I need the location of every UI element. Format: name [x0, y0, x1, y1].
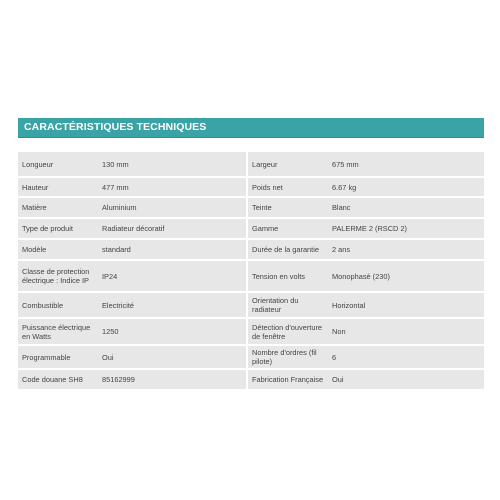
table-row: [18, 240, 484, 261]
spec-label: Largeur: [252, 159, 278, 169]
section-header: [18, 118, 484, 138]
section-title: CARACTÉRISTIQUES TECHNIQUES: [24, 121, 207, 133]
spec-label: Puissance électrique en Watts: [22, 322, 91, 341]
spec-label: Programmable: [22, 352, 71, 362]
table-row: [18, 319, 484, 346]
spec-value: Blanc: [332, 203, 351, 212]
spec-value: Non: [332, 327, 346, 336]
spec-value: Horizontal: [332, 300, 366, 310]
spec-value: Aluminium: [98, 198, 248, 217]
spec-label: Nombre d'ordres (fil pilote): [252, 348, 317, 366]
spec-value: 6: [332, 352, 337, 362]
spec-label: Orientation du radiateur: [252, 296, 299, 314]
spec-label: Tension en volts: [252, 271, 305, 281]
spec-label: Code douane SH8: [22, 375, 83, 384]
spec-label: Hauteur: [22, 182, 49, 192]
spec-label: Teinte: [252, 203, 272, 212]
spec-value: standard: [98, 240, 248, 259]
spec-label: Gamme: [252, 224, 279, 233]
spec-value: 85162999: [98, 370, 248, 389]
spec-value: Electricité: [98, 293, 248, 317]
spec-label: Classe de protection électrique : Indice IP: [22, 267, 90, 285]
spec-label: Type de produit: [22, 224, 73, 233]
table-row: [18, 152, 484, 178]
spec-value: Radiateur décoratif: [98, 219, 248, 238]
specs-table: [18, 151, 484, 391]
spec-value: Oui: [332, 375, 344, 384]
spec-label: Détection d'ouverture de fenêtre: [252, 322, 323, 341]
spec-value: Oui: [98, 346, 248, 368]
spec-label: Matière: [22, 203, 47, 212]
spec-value: 130 mm: [98, 152, 248, 176]
spec-value: 1250: [98, 319, 248, 344]
spec-value: 2 ans: [332, 245, 351, 254]
table-row: [18, 261, 484, 293]
spec-value: IP24: [98, 261, 248, 291]
spec-label: Durée de la garantie: [252, 245, 319, 254]
table-row: [18, 370, 484, 391]
table-row: [18, 219, 484, 240]
spec-label: Longueur: [22, 159, 54, 169]
spec-value: PALERME 2 (RSCD 2): [332, 224, 408, 233]
table-row: [18, 178, 484, 198]
table-row: [18, 198, 484, 219]
spec-label: Combustible: [22, 300, 64, 310]
spec-label: Fabrication Française: [252, 375, 324, 384]
spec-label: Modèle: [22, 245, 47, 254]
spec-value: 6.67 kg: [332, 182, 357, 192]
table-row: [18, 293, 484, 319]
table-row: [18, 346, 484, 370]
spec-value: Monophasé (230): [332, 271, 390, 281]
spec-label: Poids net: [252, 182, 283, 192]
spec-value: 477 mm: [98, 178, 248, 196]
spec-value: 675 mm: [332, 159, 359, 169]
